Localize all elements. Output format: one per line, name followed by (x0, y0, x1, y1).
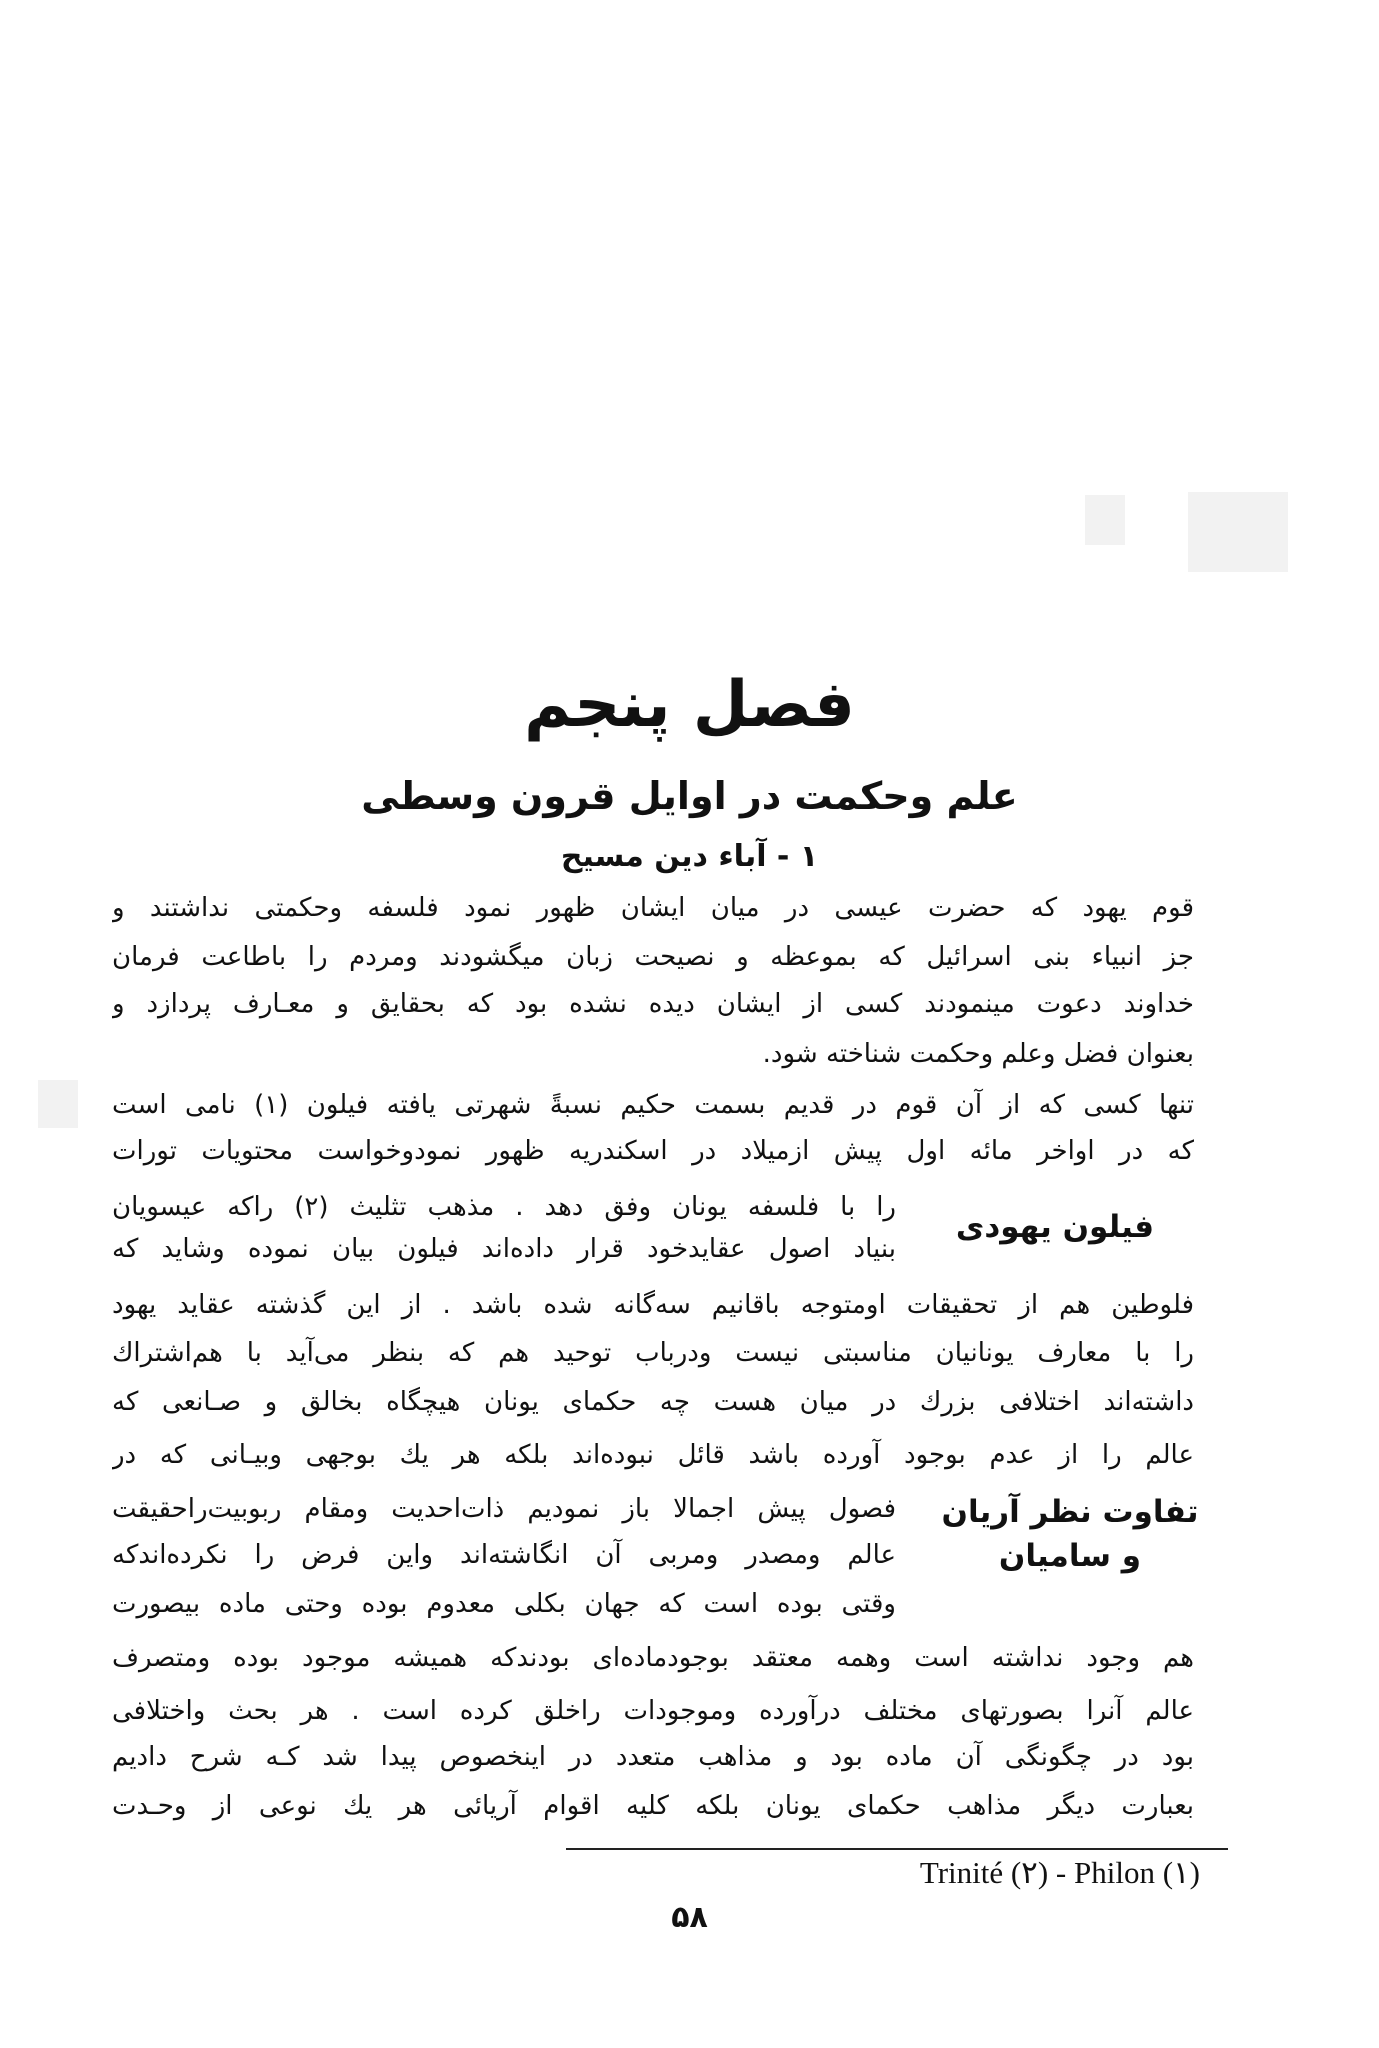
body-line: فصول پیش اجمالا باز نمودیم ذات‌احدیت ومقام ربوبیت‌راحقیقت (112, 1494, 896, 1524)
body-line: بعنوان فضل وعلم وحکمت شناخته شود. (762, 1039, 1194, 1069)
body-line: را با معارف یونانیان مناسبتی نیست ودرباب توحید هم که بنظر می‌آید با هم‌اشتراك (112, 1338, 1194, 1368)
margin-note-line: تفاوت نظر آریان (941, 1494, 1199, 1530)
body-line: جز انبیاء بنی اسرائیل که بموعظه و نصیحت زبان میگشودند ومردم را باطاعت فرمان (112, 942, 1194, 972)
body-line: قوم یهود که حضرت عیسی در میان ایشان ظهور نمود فلسفه وحکمتی نداشتند و (112, 893, 1194, 923)
chapter-title: فصل پنجم (524, 668, 855, 742)
body-line: عالم را از عدم بوجود آورده باشد قائل نبوده‌اند بلکه هر یك بوجهی وبیـانی که در (112, 1440, 1194, 1470)
body-line: بنیاد اصول عقایدخود قرار داده‌اند فیلون بیان نموده وشاید که (112, 1234, 896, 1264)
body-line: عالم آنرا بصورتهای مختلف درآورده وموجودات راخلق کرده است . هر بحث واختلافی (112, 1696, 1194, 1726)
body-line: را با فلسفه یونان وفق دهد . مذهب تثلیث (۲) راکه عیسویان (112, 1192, 896, 1222)
body-line: تنها کسی که از آن قوم در قدیم بسمت حکیم نسبةً شهرتی یافته فیلون (۱) نامی است (112, 1090, 1194, 1120)
body-line: بعبارت دیگر مذاهب حکمای یونان بلکه کلیه اقوام آریائی هر یك نوعی از وحـدت (112, 1791, 1194, 1821)
body-line: عالم ومصدر ومربی آن انگاشته‌اند واین فرض را نکرده‌اندکه (112, 1540, 896, 1570)
body-line: که در اواخر مائه اول پیش ازمیلاد در اسکندریه ظهور نمودوخواست محتویات تورات (112, 1136, 1194, 1166)
scan-artifact (1188, 492, 1288, 572)
margin-note-difference (930, 1490, 1210, 1578)
scan-artifact (38, 1080, 78, 1128)
footnote: Trinité (۲) - Philon (۱) (919, 1855, 1200, 1890)
scan-artifact (1085, 495, 1125, 545)
margin-note-philo: فیلون یهودی (955, 1209, 1155, 1245)
body-line: بود در چگونگی آن ماده بود و مذاهب متعدد در اینخصوص پیدا شد کـه شرح دادیم (112, 1742, 1194, 1772)
footnote-divider (566, 1848, 1228, 1850)
margin-note-line: و سامیان (998, 1538, 1142, 1574)
body-line: داشته‌اند اختلافی بزرك در میان هست چه حکمای یونان هیچگاه بخالق و صـانعی که (112, 1387, 1194, 1417)
chapter-subtitle: علم وحکمت در اوایل قرون وسطی (361, 774, 1018, 818)
body-line: وقتی بوده است که جهان بکلی معدوم بوده وحتی ماده بیصورت (112, 1589, 896, 1619)
section-heading: ۱ - آباء دین مسیح (560, 839, 819, 874)
page-number: ۵۸ (671, 1900, 708, 1935)
body-line: هم وجود نداشته است وهمه معتقد بوجودماده‌ای بودندکه همیشه موجود بوده ومتصرف (112, 1643, 1194, 1673)
body-line: فلوطین هم از تحقیقات اومتوجه باقانیم سه‌گانه شده باشد . از این گذشته عقاید یهود (112, 1290, 1194, 1320)
body-line: خداوند دعوت مینمودند کسی از ایشان دیده نشده بود که بحقایق و معـارف پردازد و (112, 989, 1194, 1019)
